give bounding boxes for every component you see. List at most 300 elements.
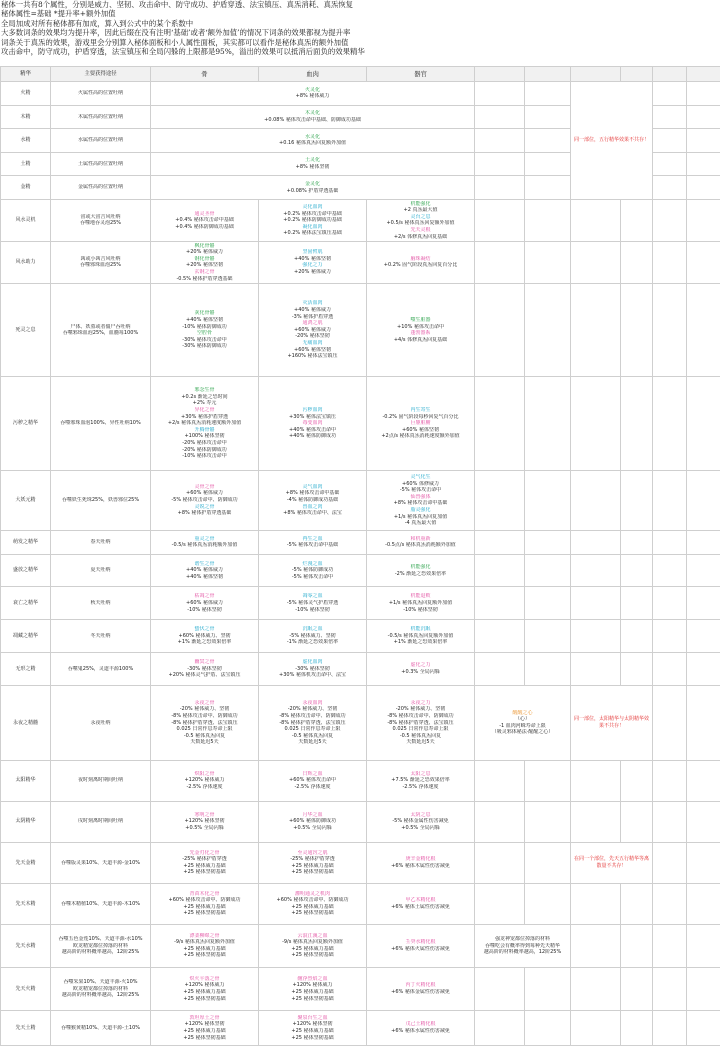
header-organ: 器官 [367, 67, 475, 82]
empty-cell [653, 801, 687, 842]
effect-line: +60% 秘体威力 [186, 490, 223, 497]
effect-line: -4% 秘体防御成功基础 [286, 497, 339, 504]
effect-title: 炽火平落之骨 [189, 975, 220, 982]
effect-title: 永夜之骨 [194, 699, 215, 706]
source-line: 凶或小凶吉风吐纳 [80, 255, 121, 262]
source-line: 火属性高的位置吐纳 [77, 89, 123, 96]
effect-line: -0.5% 秘体护盾穿透基础 [176, 275, 233, 282]
effect-title: 灵气血肉 [302, 483, 323, 490]
source-line: 吞噬猴黄精10%、天道丰源-土10% [60, 1024, 141, 1031]
merged-effect [151, 152, 475, 176]
essence-source [51, 760, 151, 801]
bone-effect [151, 685, 259, 760]
effect-line: +30% 秘体法宝镇压 [289, 413, 336, 420]
effect-line: +1/s 秘体真炁回复额外加值 [388, 600, 453, 607]
flesh-effect [259, 967, 367, 1010]
flesh-effect [259, 883, 367, 924]
empty-cell [687, 176, 720, 200]
merged-effect [151, 129, 475, 153]
effect-line: -0.5/s 秘体真炁回复额外加值 [387, 632, 454, 639]
effect-title: 金灵化 [304, 181, 320, 187]
empty-cell [525, 176, 571, 200]
effect-title: 灵化血肉 [302, 203, 323, 210]
effect-line: +40% 秘体坚韧 [186, 316, 223, 323]
empty-cell [475, 653, 525, 686]
effect-title: 凋零之血 [302, 593, 323, 600]
effect-line: -20% 秘体防御成功 [182, 446, 227, 453]
empty-cell [687, 531, 720, 555]
effect-line: -1% 渐延之恐效果倍率 [286, 639, 339, 646]
essence-name: 盛放之精华 [1, 554, 51, 587]
empty-cell [525, 653, 571, 686]
effect-line: -0.5 秘体真炁回复 [291, 732, 334, 739]
source-line: 土属性高的位置吐纳 [77, 160, 123, 167]
empty-cell [571, 531, 621, 555]
table-row [1, 82, 720, 106]
essence-source [51, 685, 151, 760]
effect-line: -30% 秘体攻击命中 [182, 336, 227, 343]
effect-title: 蛰伏之骨 [194, 626, 215, 633]
empty-cell [475, 760, 525, 801]
table-row [1, 470, 720, 531]
effect-line: +25 秘体坚韧基础 [183, 952, 226, 959]
effect-line: +20% 秘体灵气护盾、法宝镇压 [168, 672, 241, 679]
effect-line: -8% 秘体护盾穿透、法宝镇压 [279, 719, 346, 726]
effect-line: +40% 秘体防御成功 [289, 433, 336, 440]
empty-cell [653, 760, 687, 801]
empty-cell [653, 176, 687, 200]
effect-line: -8% 秘体护盾穿透、法宝镇压 [171, 719, 238, 726]
effect-line: +6% 秘体火属性伤害减免 [391, 945, 450, 952]
empty-cell [687, 377, 720, 470]
empty-cell [571, 801, 621, 842]
effect-line: +120% 秘体坚韧 [184, 1021, 225, 1028]
effect-title: 太阴之息 [410, 811, 431, 818]
effect-title: 幽冥之骨 [194, 659, 215, 666]
note-line: 全局加成对所有秘体都有加成，算入到公式中的某个系数中 [1, 18, 194, 28]
notes-block [0, 0, 720, 66]
empty-cell [653, 283, 687, 376]
effect-line: -5% 秘体灵气护盾穿透 [286, 600, 339, 607]
source-line: 木属性高的位置吐纳 [77, 113, 123, 120]
effect-title: 升腾骨骼 [194, 426, 215, 433]
essence-name: 死灵之息 [1, 283, 51, 376]
extra-effect [475, 924, 571, 967]
effect-line: +40% 秘体坚韧 [186, 573, 223, 580]
effect-line: +25 秘体威力基础 [291, 1027, 334, 1034]
header-blank [653, 67, 687, 82]
empty-cell [475, 554, 525, 587]
flesh-effect [259, 620, 367, 653]
effect-title: 脂灵强化 [410, 506, 431, 513]
empty-cell [475, 967, 525, 1010]
effect-title: 通鸿之肌 [302, 320, 323, 327]
effect-line: +6% 秘体水属性伤害减免 [391, 1027, 450, 1034]
empty-cell [687, 283, 720, 376]
flesh-effect [259, 283, 367, 376]
effect-title: 寒明之骨 [194, 811, 215, 818]
empty-cell [621, 620, 653, 653]
empty-cell [687, 924, 720, 967]
effect-title: 日辉之血 [302, 770, 323, 777]
effect-line: +60% 秘体坚韧 [294, 346, 331, 353]
effect-line: +60% 秘体威力 [186, 600, 223, 607]
effect-title: 至灵通窍之肌 [297, 849, 328, 856]
effect-line: +0.2s 渐延之恐时间 [181, 393, 228, 400]
effect-title: 虚化之力 [410, 662, 431, 669]
effect-line: +40% 秘体威力 [186, 567, 223, 574]
empty-cell [687, 967, 720, 1010]
effect-title: 戊己土精化根 [405, 1021, 436, 1028]
effect-title: 枫化骨骼 [194, 242, 215, 249]
empty-cell [621, 801, 653, 842]
effect-title: 毒变血肉 [302, 420, 323, 427]
effect-line: -0.5 秘体真炁回复 [183, 732, 226, 739]
empty-cell [653, 620, 687, 653]
empty-cell [525, 842, 571, 883]
effect-title: 青苗木化之骨 [189, 890, 220, 897]
empty-cell [525, 554, 571, 587]
effect-line: 天数延迟5天 [190, 739, 219, 746]
group-note: 在同一个部位，先天五行精华等离散量不共存！ [571, 842, 653, 883]
effect-line: +1% 渐延之恐效果倍率 [393, 639, 448, 646]
essence-name: 土精 [1, 152, 51, 176]
essence-name: 先天木精 [1, 883, 51, 924]
effect-line: -8% 秘体攻击命中、防御成功 [171, 712, 238, 719]
effect-title: 炽阳之骨 [194, 770, 215, 777]
empty-cell [687, 199, 720, 241]
organ-effect [367, 967, 475, 1010]
table-row [1, 924, 720, 967]
flesh-effect [259, 842, 367, 883]
table-row [1, 1010, 720, 1045]
bone-effect [151, 587, 259, 620]
effect-line: +0.08% 护盾穿透基础 [286, 187, 339, 194]
empty-cell [571, 241, 621, 283]
extra-effect [475, 685, 571, 760]
effect-title: 先金刃化之骨 [189, 849, 220, 856]
effect-line: +6% 秘体木属性伤害减免 [391, 862, 450, 869]
effect-line: -5% 秘体攻击命中、防御成功 [171, 497, 238, 504]
effect-title: 钢化骨骼 [194, 255, 215, 262]
empty-cell [687, 82, 720, 106]
empty-cell [687, 883, 720, 924]
empty-cell [687, 241, 720, 283]
source-line: 吞噬邪珠血泡100%、异性吐纳10% [60, 420, 141, 427]
empty-cell [571, 760, 621, 801]
effect-line: -10% 秘体坚韧 [187, 606, 222, 613]
essence-source [51, 531, 151, 555]
organ-effect [367, 653, 475, 686]
empty-cell [653, 129, 687, 153]
effect-title: 缠浮烈焰之血 [297, 975, 328, 982]
essence-source [51, 82, 151, 106]
effect-title: 机能沉眠 [410, 626, 431, 633]
effect-line: -9/s 秘体真炁回复额外加值 [282, 939, 343, 946]
effect-line: +120% 秘体威力 [184, 777, 225, 784]
effect-title: 敦坦厚土之骨 [189, 1014, 220, 1021]
bone-effect [151, 967, 259, 1010]
effect-line: -30% 秘体防御成功 [182, 343, 227, 350]
empty-cell [653, 82, 687, 106]
effect-line: +7.5% 渐延之恐效果倍率 [391, 777, 450, 784]
flesh-effect [259, 531, 367, 555]
empty-cell [621, 1010, 653, 1045]
essence-source [51, 152, 151, 176]
organ-effect [367, 1010, 475, 1045]
effect-title: 强化之力 [302, 262, 323, 269]
effect-line: -5% 秘体防御成功 [291, 567, 334, 574]
effect-line: +30% 秘体护盾穿透 [181, 413, 228, 420]
empty-cell [621, 199, 653, 241]
empty-cell [653, 377, 687, 470]
empty-cell [475, 587, 525, 620]
effect-line: -0.5/s 秘体真炁消耗额外加值 [171, 542, 238, 549]
empty-cell [571, 199, 621, 241]
note-line: 词条关于真炁的效果，游戏里会分别算入秘体面板和小人属性面板，其实都可以看作是秘体真炁的额外加值 [1, 37, 349, 47]
empty-cell [525, 129, 571, 153]
organ-effect [367, 842, 475, 883]
flesh-effect [259, 587, 367, 620]
effect-title: 灭活血肉 [302, 300, 323, 307]
essence-name: 永夜之精髓 [1, 685, 51, 760]
effect-title: 脑珠凝结 [410, 255, 431, 262]
effect-title: 机能强化 [410, 200, 431, 207]
effect-line: -0.5点/s 秘体真炁消耗额外加值 [385, 542, 456, 549]
effect-line: +0.5% 全局闪躲 [293, 825, 332, 832]
effect-title: 火灵化 [304, 86, 320, 93]
empty-cell [475, 1010, 525, 1045]
group-note: 同一部位，太阳精华与太阴精华效果不共存！ [571, 685, 653, 760]
empty-cell [525, 1010, 571, 1045]
empty-cell [687, 587, 720, 620]
empty-cell [621, 377, 653, 470]
effect-title: 空腔骨 [196, 330, 212, 337]
essence-source [51, 241, 151, 283]
effect-line: -20% 秘体威力、坚韧 [179, 706, 230, 713]
source-line: 吞噬鬼25%，灵道丰源100% [67, 665, 134, 672]
essence-name: 萌发之精华 [1, 531, 51, 555]
effect-line: +2 真炁最大值 [403, 207, 438, 214]
flesh-effect [259, 685, 367, 760]
empty-cell [621, 531, 653, 555]
essence-source [51, 199, 151, 241]
header-row [1, 67, 720, 82]
effect-title: 灵气化生 [410, 473, 431, 480]
effect-line: （吸灵邪体秘法·醒醒之心） [491, 729, 554, 736]
essence-name: 先天金精 [1, 842, 51, 883]
empty-cell [687, 554, 720, 587]
flesh-effect [259, 653, 367, 686]
essence-source [51, 105, 151, 129]
essence-source [51, 554, 151, 587]
effect-line: +1% 渐延之恐效果倍率 [177, 639, 232, 646]
empty-cell [475, 152, 525, 176]
effect-line: +25 秘体威力基础 [291, 862, 334, 869]
effect-title: 内生寄生 [410, 406, 431, 413]
table-row [1, 653, 720, 686]
effect-line: -5% 秘体攻击命中基础 [286, 542, 339, 549]
bone-effect [151, 760, 259, 801]
effect-title: 漂柔柳绵之骨 [189, 932, 220, 939]
empty-cell [687, 653, 720, 686]
essence-name: 污秽之精华 [1, 377, 51, 470]
effect-line: -2.5% 浮体速度 [402, 784, 439, 791]
note-line: 大多数词条的效果均为提升率，因此后缀在没有注明‘基础’或者‘额外加值’的情况下词条的效果都视为提升率 [1, 28, 351, 38]
header-blank [475, 67, 525, 82]
effect-title: 凝化血肉 [302, 223, 323, 230]
effect-line: +0.5% 全局闪躲 [185, 825, 224, 832]
merged-effect [151, 82, 475, 106]
table-row [1, 967, 720, 1010]
effect-line: -0.5 秘体真炁回复 [399, 732, 442, 739]
bone-effect [151, 842, 259, 883]
empty-cell [653, 924, 687, 967]
effect-line: +2/s 秘体真炁消耗速度额外加值 [167, 420, 242, 427]
empty-cell [653, 685, 687, 760]
effect-title: 噬生脏器 [410, 316, 431, 323]
empty-cell [475, 801, 525, 842]
essence-source [51, 470, 151, 531]
source-line: 越高阶的材料概率越高，12阶25% [61, 992, 140, 999]
effect-line: -4 真炁最大值 [404, 520, 437, 527]
group-note: 同一部位，五行精华效果不共存！ [571, 82, 653, 200]
empty-cell [525, 199, 571, 241]
effect-line: +1/s 秘体真炁回复加值 [393, 513, 448, 520]
bone-effect [151, 1010, 259, 1045]
effect-line: +40% 秘体攻击命中 [289, 426, 336, 433]
empty-cell [571, 653, 621, 686]
effect-line: +2% 寿元 [192, 400, 217, 407]
source-line: 永夜吐纳 [90, 719, 111, 726]
empty-cell [525, 470, 571, 531]
table-row [1, 531, 720, 555]
effect-line: -1 血肉河蛛寿命上限 [499, 722, 546, 729]
empty-cell [525, 801, 571, 842]
effect-line: -5% 秘体威力、坚韧 [289, 632, 336, 639]
effect-line: -5% 秘体攻击命中 [399, 487, 442, 494]
effect-line: +4/s 体修真炁回复基础 [393, 336, 448, 343]
note-line: 秘体属性=基础 *提升率+额外加值 [1, 9, 116, 19]
flesh-effect [259, 199, 367, 241]
empty-cell [687, 152, 720, 176]
effect-title: 邪念生骨 [194, 387, 215, 394]
essence-source [51, 653, 151, 686]
empty-cell [571, 1010, 621, 1045]
effect-title: 谐生之骨 [194, 560, 215, 567]
empty-cell [621, 470, 653, 531]
table-row [1, 283, 720, 376]
header-source: 主要获得途径 [51, 67, 151, 82]
bone-effect [151, 377, 259, 470]
flesh-effect [259, 801, 367, 842]
source-line: 吞噬木精植10%、天道丰源-木10% [60, 900, 141, 907]
empty-cell [525, 377, 571, 470]
effect-line: +60% 秘体防御成功 [289, 818, 336, 825]
effect-title: 太阳之息 [410, 770, 431, 777]
essence-name: 金精 [1, 176, 51, 200]
essence-source [51, 801, 151, 842]
table-body [1, 82, 720, 1046]
empty-cell [475, 129, 525, 153]
source-line: 吞噬地吞灵泡25% [79, 220, 122, 227]
effect-line: -0.2% 固气阶段每秒回复气百分比 [382, 413, 459, 420]
bone-effect [151, 531, 259, 555]
effect-line: +20% 秘体坚韧 [186, 262, 223, 269]
empty-cell [525, 152, 571, 176]
essence-name: 先天土精 [1, 1010, 51, 1045]
empty-cell [687, 470, 720, 531]
effect-line: -25% 秘体护盾穿透 [182, 856, 227, 863]
header-blank [525, 67, 571, 82]
source-line: 金属性高的位置吐纳 [77, 184, 123, 191]
organ-effect [367, 685, 475, 760]
empty-cell [475, 883, 525, 924]
effect-title: 丙丁火精化根 [405, 982, 436, 989]
effect-line: -8% 秘体攻击命中、防御成功 [387, 712, 454, 719]
table-row [1, 801, 720, 842]
effect-line: +25 秘体坚韧基础 [291, 1034, 334, 1041]
effect-line: +25 秘体坚韧基础 [183, 1034, 226, 1041]
essence-name: 大妖元精 [1, 470, 51, 531]
effect-line: +60% 秘体威力、坚韧 [178, 632, 231, 639]
effect-line: +20% 秘体威力 [294, 269, 331, 276]
empty-cell [687, 105, 720, 129]
empty-cell [475, 176, 525, 200]
effect-title: 玄钢之骨 [194, 269, 215, 276]
effect-title: 灵台之息 [410, 213, 431, 220]
effect-title: 土灵化 [304, 157, 320, 164]
source-line: 欧龙精宠都位掉落的材料 [72, 985, 128, 992]
empty-cell [525, 967, 571, 1010]
flesh-effect [259, 554, 367, 587]
effect-line: +120% 秘体坚韧 [184, 818, 225, 825]
effect-title: 永夜血肉 [302, 699, 323, 706]
effect-line: +2点/s 秘体真炁消耗速度额外加值 [381, 433, 460, 440]
effect-title: 和机重新 [410, 535, 431, 542]
bone-effect [151, 653, 259, 686]
effect-line: +25 秘体威力基础 [183, 903, 226, 910]
header-blank [571, 67, 621, 82]
empty-cell [653, 967, 687, 1010]
essence-source [51, 620, 151, 653]
effect-line: +25 秘体威力基础 [291, 988, 334, 995]
empty-cell [621, 924, 653, 967]
effect-line: +25 秘体坚韧基础 [291, 952, 334, 959]
table-row [1, 377, 720, 470]
effect-line: +25 秘体坚韧基础 [291, 995, 334, 1002]
table-row [1, 883, 720, 924]
table-row [1, 587, 720, 620]
empty-cell [571, 554, 621, 587]
empty-cell [687, 129, 720, 153]
effect-line: +6% 秘体土属性伤害减免 [391, 903, 450, 910]
effect-title: 灰化骨骼 [194, 310, 215, 317]
effect-line: 天数延迟5天 [406, 739, 435, 746]
empty-cell [653, 152, 687, 176]
effect-line: +25 秘体威力基础 [183, 945, 226, 952]
essence-source [51, 283, 151, 376]
effect-line: +8% 秘体坚韧 [295, 164, 330, 171]
merged-effect [151, 105, 475, 129]
effect-line: +25 秘体威力基础 [291, 945, 334, 952]
bone-effect [151, 199, 259, 241]
effect-line: -30% 秘体坚韧 [295, 665, 330, 672]
effect-line: +160% 秘体法宝镇压 [287, 353, 338, 360]
empty-cell [571, 377, 621, 470]
effect-title: 木灵化 [304, 110, 320, 117]
source-line: 冬天吐纳 [90, 632, 111, 639]
